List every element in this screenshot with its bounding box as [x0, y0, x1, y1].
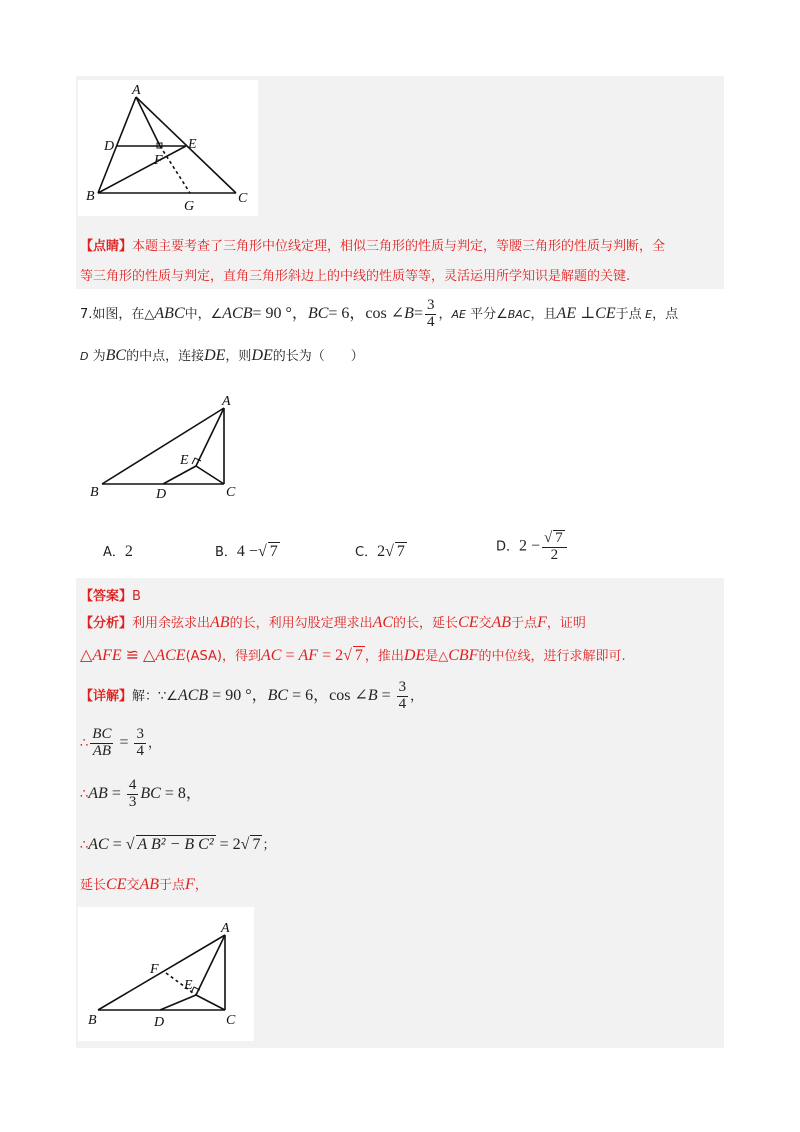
figure-bottom [78, 907, 254, 1041]
option-b[interactable]: B．4 −√ 7 [215, 543, 278, 560]
dianjing-line-1: 【点睛】本题主要考查了三角形中位线定理，相似三角形的性质与判定，等腰三角形的性质与判断，全 [80, 239, 666, 254]
figure-question [84, 392, 254, 502]
triangle-figure-bottom [78, 907, 254, 1041]
label-A: A [221, 921, 230, 936]
label-E: E [184, 978, 193, 993]
answer-line [80, 585, 141, 604]
option-d[interactable]: D．2 − $\frac{√ 7}{2}$ [496, 530, 569, 564]
option-d-fraction: $\frac{√ 7}{2}$ [542, 530, 567, 564]
figure-top [78, 80, 258, 216]
label-B: B [88, 1013, 97, 1028]
answer-tag: 【答案】 [80, 589, 133, 604]
label-G: G [184, 199, 195, 214]
label-C: C [226, 485, 236, 500]
detail-line-1: 【详解】解：∵∠ACB = 90 °，BC = 6，cos ∠B = $\frac{3}{4}$ ， [80, 679, 424, 712]
label-C: C [238, 191, 248, 206]
analysis-line-2: △AFE ≌ △ACE(ASA)，得到AC = AF = 2√ 7 ，推出DE是△CBF的中位线，进行求解即可. [80, 647, 626, 664]
label-F: F [154, 153, 163, 168]
label-D: D [104, 139, 115, 154]
dianjing-line-2: 等三角形的性质与判定，直角三角形斜边上的中线的性质等等，灵活运用所学知识是解题的关键. [80, 269, 631, 284]
label-B: B [86, 189, 95, 204]
label-B: B [90, 485, 99, 500]
answer-value: B [132, 589, 141, 604]
label-F: F [150, 962, 159, 977]
label-E: E [180, 453, 189, 468]
detail-line-5: 延长CE交AB于点F， [80, 876, 208, 893]
label-C: C [226, 1013, 236, 1028]
analysis-tag: 【分析】 [80, 616, 133, 631]
question-fraction: $\frac{3}{4}$ [426, 297, 435, 330]
triangle-figure-question [84, 392, 254, 502]
label-E: E [188, 137, 197, 152]
dianjing-tag: 【点睛】 [80, 239, 133, 254]
analysis-line-1: 【分析】利用余弦求出AB的长，利用勾股定理求出AC的长，延长CE交AB于点F，证明 [80, 614, 586, 631]
detail-line-3: ∴AB = $\frac{4}{3}$ BC = 8， [80, 777, 202, 810]
option-c[interactable]: C．2√ 7 [355, 543, 405, 560]
detail-line-2: ∴ $\frac{BC}{AB}$ = $\frac{3}{4}$ ， [80, 726, 161, 759]
triangle-figure-top [78, 80, 258, 216]
label-D: D [154, 1015, 165, 1030]
label-A: A [222, 394, 231, 409]
question-line-1: 7.如图，在△ABC中，∠ACB= 90 °，BC= 6，cos ∠B= $\frac{3}{4}$ ，AE 平分∠BAC，且AE ⊥CE于点 E，点 [80, 297, 679, 330]
label-A: A [132, 83, 141, 98]
question-line-2: D 为BC的中点，连接DE，则DE的长为（ ） [80, 347, 364, 364]
detail-line-4: ∴AC = √ A B² − B C² = 2√ 7 ； [80, 836, 276, 853]
option-a[interactable]: A．2 [103, 543, 133, 560]
detail-tag: 【详解】 [80, 688, 133, 704]
label-D: D [156, 487, 167, 502]
